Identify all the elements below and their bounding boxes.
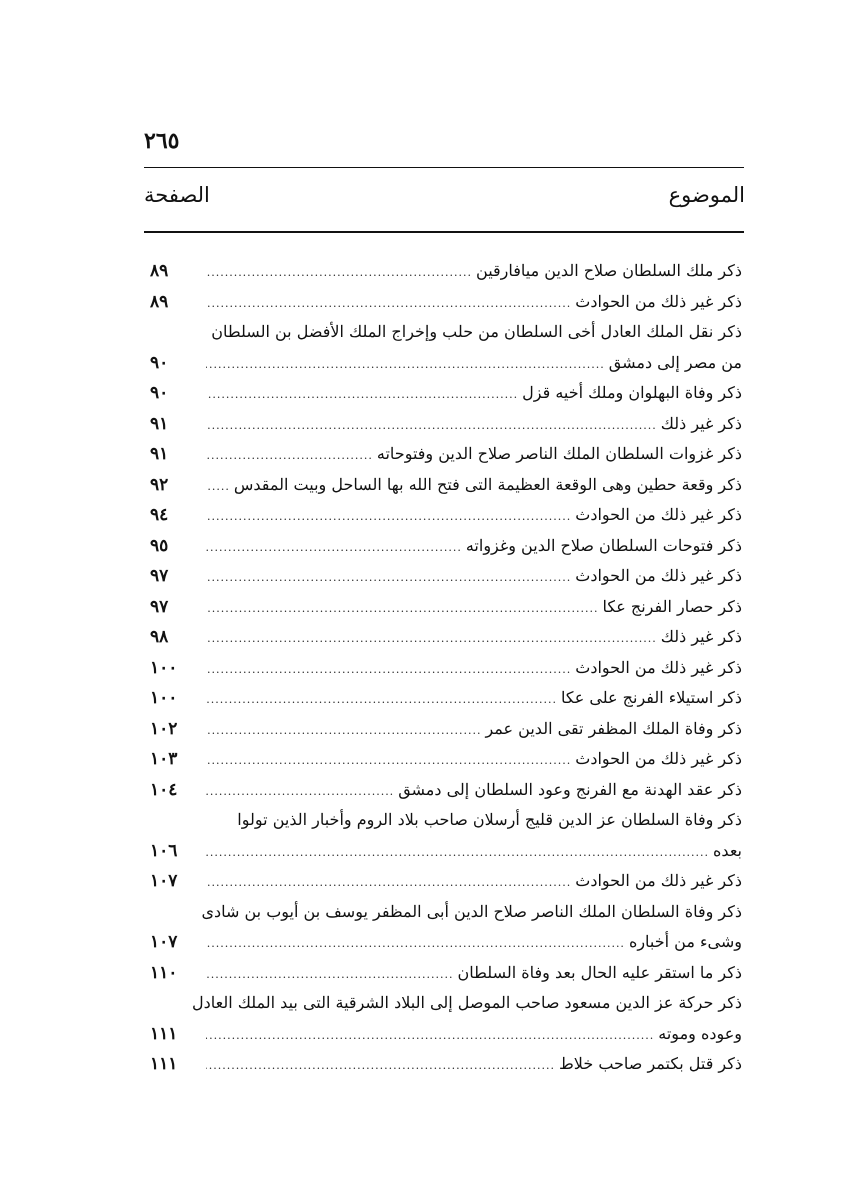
toc-entry-page: ٩٧ — [150, 596, 169, 617]
toc-entry — [150, 561, 742, 592]
toc-entry-page: ١٠٧ — [150, 871, 178, 891]
table-of-contents — [150, 256, 742, 1080]
toc-entry-title: وعوده وموته — [658, 1023, 742, 1043]
toc-leader-dots — [206, 380, 518, 411]
toc-leader-dots — [206, 441, 373, 472]
toc-entry-title: ذكر وفاة السلطان الملك الناصر صلاح الدين أبى المظفر يوسف بن أيوب بن شادى — [201, 901, 742, 921]
toc-leader-dots — [206, 777, 394, 808]
toc-entry — [150, 317, 742, 348]
toc-entry-page: ٩١ — [150, 413, 169, 434]
toc-entry — [150, 622, 742, 653]
toc-entry-page: ٩٠ — [150, 352, 169, 373]
toc-entry — [150, 958, 742, 989]
toc-entry-title: ذكر غير ذلك — [660, 627, 742, 646]
toc-entry-title: ذكر قتل بكتمر صاحب خلاط — [559, 1054, 742, 1073]
page-number: ٢٦٥ — [144, 128, 180, 154]
toc-entry-page: ١٠٠ — [150, 688, 178, 708]
toc-entry-page: ٩٠ — [150, 383, 169, 403]
toc-entry — [150, 714, 742, 745]
toc-entry — [150, 988, 742, 1019]
toc-entry-title: ذكر وفاة الملك المظفر تقى الدين عمر — [485, 718, 742, 738]
toc-entry — [150, 409, 742, 440]
toc-entry-title: ذكر غير ذلك — [660, 413, 742, 433]
toc-leader-dots — [206, 929, 625, 960]
toc-entry-title: ذكر ملك السلطان صلاح الدين ميافارقين — [476, 261, 742, 280]
toc-leader-dots — [206, 746, 571, 777]
toc-entry-title: ذكر استيلاء الفرنج على عكا — [561, 688, 742, 707]
toc-entry-page: ١٠٦ — [150, 840, 178, 861]
toc-entry — [150, 592, 742, 623]
toc-entry-title: ذكر غير ذلك من الحوادث — [575, 657, 742, 677]
toc-entry-title: ذكر غير ذلك من الحوادث — [575, 749, 742, 768]
toc-leader-dots — [206, 594, 599, 625]
toc-entry — [150, 287, 742, 318]
toc-entry — [150, 744, 742, 775]
toc-entry-page: ٨٩ — [150, 261, 169, 281]
toc-entry-page: ١٠٠ — [150, 657, 178, 678]
toc-leader-dots — [206, 502, 571, 533]
toc-entry-title: ذكر حصار الفرنج عكا — [602, 596, 742, 616]
toc-entry-page: ٩١ — [150, 444, 169, 464]
toc-leader-dots — [206, 411, 657, 442]
toc-entry — [150, 927, 742, 958]
toc-entry-title: من مصر إلى دمشق — [608, 352, 742, 372]
toc-leader-dots — [206, 472, 230, 503]
toc-entry-title: ذكر وفاة السلطان عز الدين قليج أرسلان صاحب بلاد الروم وأخبار الذين تولوا — [237, 810, 742, 829]
toc-leader-dots — [206, 563, 571, 594]
toc-entry-page: ٩٨ — [150, 627, 169, 647]
toc-entry — [150, 897, 742, 928]
toc-entry-page: ١٠٧ — [150, 932, 178, 952]
toc-leader-dots — [206, 685, 557, 716]
toc-entry — [150, 439, 742, 470]
toc-entry-title: ذكر غير ذلك من الحوادث — [575, 291, 742, 311]
toc-leader-dots — [206, 1021, 654, 1052]
toc-entry-title: ذكر غير ذلك من الحوادث — [575, 505, 742, 524]
toc-leader-dots — [206, 716, 481, 747]
toc-entry-title: ذكر نقل الملك العادل أخى السلطان من حلب وإخراج الملك الأفضل بن السلطان — [211, 322, 742, 341]
toc-leader-dots — [206, 960, 454, 991]
toc-entry-title: وشىء من أخباره — [628, 932, 742, 951]
toc-entry-title: ذكر ما استقر عليه الحال بعد وفاة السلطان — [457, 962, 742, 982]
toc-entry — [150, 378, 742, 409]
toc-entry-page: ٩٥ — [150, 535, 169, 556]
toc-entry — [150, 256, 742, 287]
header-rule-top — [144, 167, 744, 168]
subject-column-heading: الموضوع — [668, 183, 745, 207]
toc-entry-page: ١٠٢ — [150, 718, 178, 739]
page-column-heading: الصفحة — [144, 183, 210, 207]
toc-entry-title: ذكر وفاة البهلوان وملك أخيه قزل — [522, 383, 742, 402]
toc-entry-title: ذكر غير ذلك من الحوادث — [575, 871, 742, 890]
toc-entry — [150, 348, 742, 379]
toc-entry — [150, 653, 742, 684]
toc-entry — [150, 1049, 742, 1080]
toc-leader-dots — [206, 838, 709, 869]
toc-entry-page: ١١٠ — [150, 962, 178, 983]
toc-entry-page: ١١١ — [150, 1054, 178, 1074]
toc-entry — [150, 866, 742, 897]
toc-leader-dots — [206, 868, 571, 899]
toc-entry — [150, 531, 742, 562]
toc-entry — [150, 500, 742, 531]
toc-entry-page: ٩٤ — [150, 505, 169, 525]
toc-entry-title: ذكر عقد الهدنة مع الفرنج وعود السلطان إلى دمشق — [398, 779, 742, 799]
toc-entry — [150, 836, 742, 867]
toc-entry-title: ذكر فتوحات السلطان صلاح الدين وغزواته — [465, 535, 742, 555]
toc-leader-dots — [206, 1051, 555, 1082]
toc-entry-title: ذكر حركة عز الدين مسعود صاحب الموصل إلى البلاد الشرقية التى بيد الملك العادل — [191, 993, 742, 1012]
header-rule-bottom — [144, 231, 744, 233]
toc-entry — [150, 1019, 742, 1050]
toc-entry — [150, 470, 742, 501]
toc-leader-dots — [206, 289, 571, 320]
toc-entry-title: ذكر غير ذلك من الحوادث — [575, 566, 742, 585]
toc-entry — [150, 805, 742, 836]
toc-entry-title: ذكر وقعة حطين وهى الوقعة العظيمة التى فتح الله بها الساحل وبيت المقدس — [233, 474, 742, 494]
toc-entry-page: ٩٧ — [150, 566, 169, 586]
toc-leader-dots — [206, 350, 605, 381]
toc-leader-dots — [206, 655, 571, 686]
toc-entry-page: ١٠٣ — [150, 749, 178, 769]
toc-entry-page: ١٠٤ — [150, 779, 178, 800]
toc-entry — [150, 775, 742, 806]
toc-entry-page: ١١١ — [150, 1023, 178, 1044]
toc-leader-dots — [206, 624, 657, 655]
toc-leader-dots — [206, 533, 462, 564]
toc-leader-dots — [206, 258, 472, 289]
toc-entry-page: ٩٢ — [150, 474, 169, 495]
toc-entry-title: ذكر غزوات السلطان الملك الناصر صلاح الدين وفتوحاته — [376, 444, 742, 463]
toc-entry — [150, 683, 742, 714]
toc-entry-title: بعده — [713, 840, 742, 860]
toc-entry-page: ٨٩ — [150, 291, 169, 312]
